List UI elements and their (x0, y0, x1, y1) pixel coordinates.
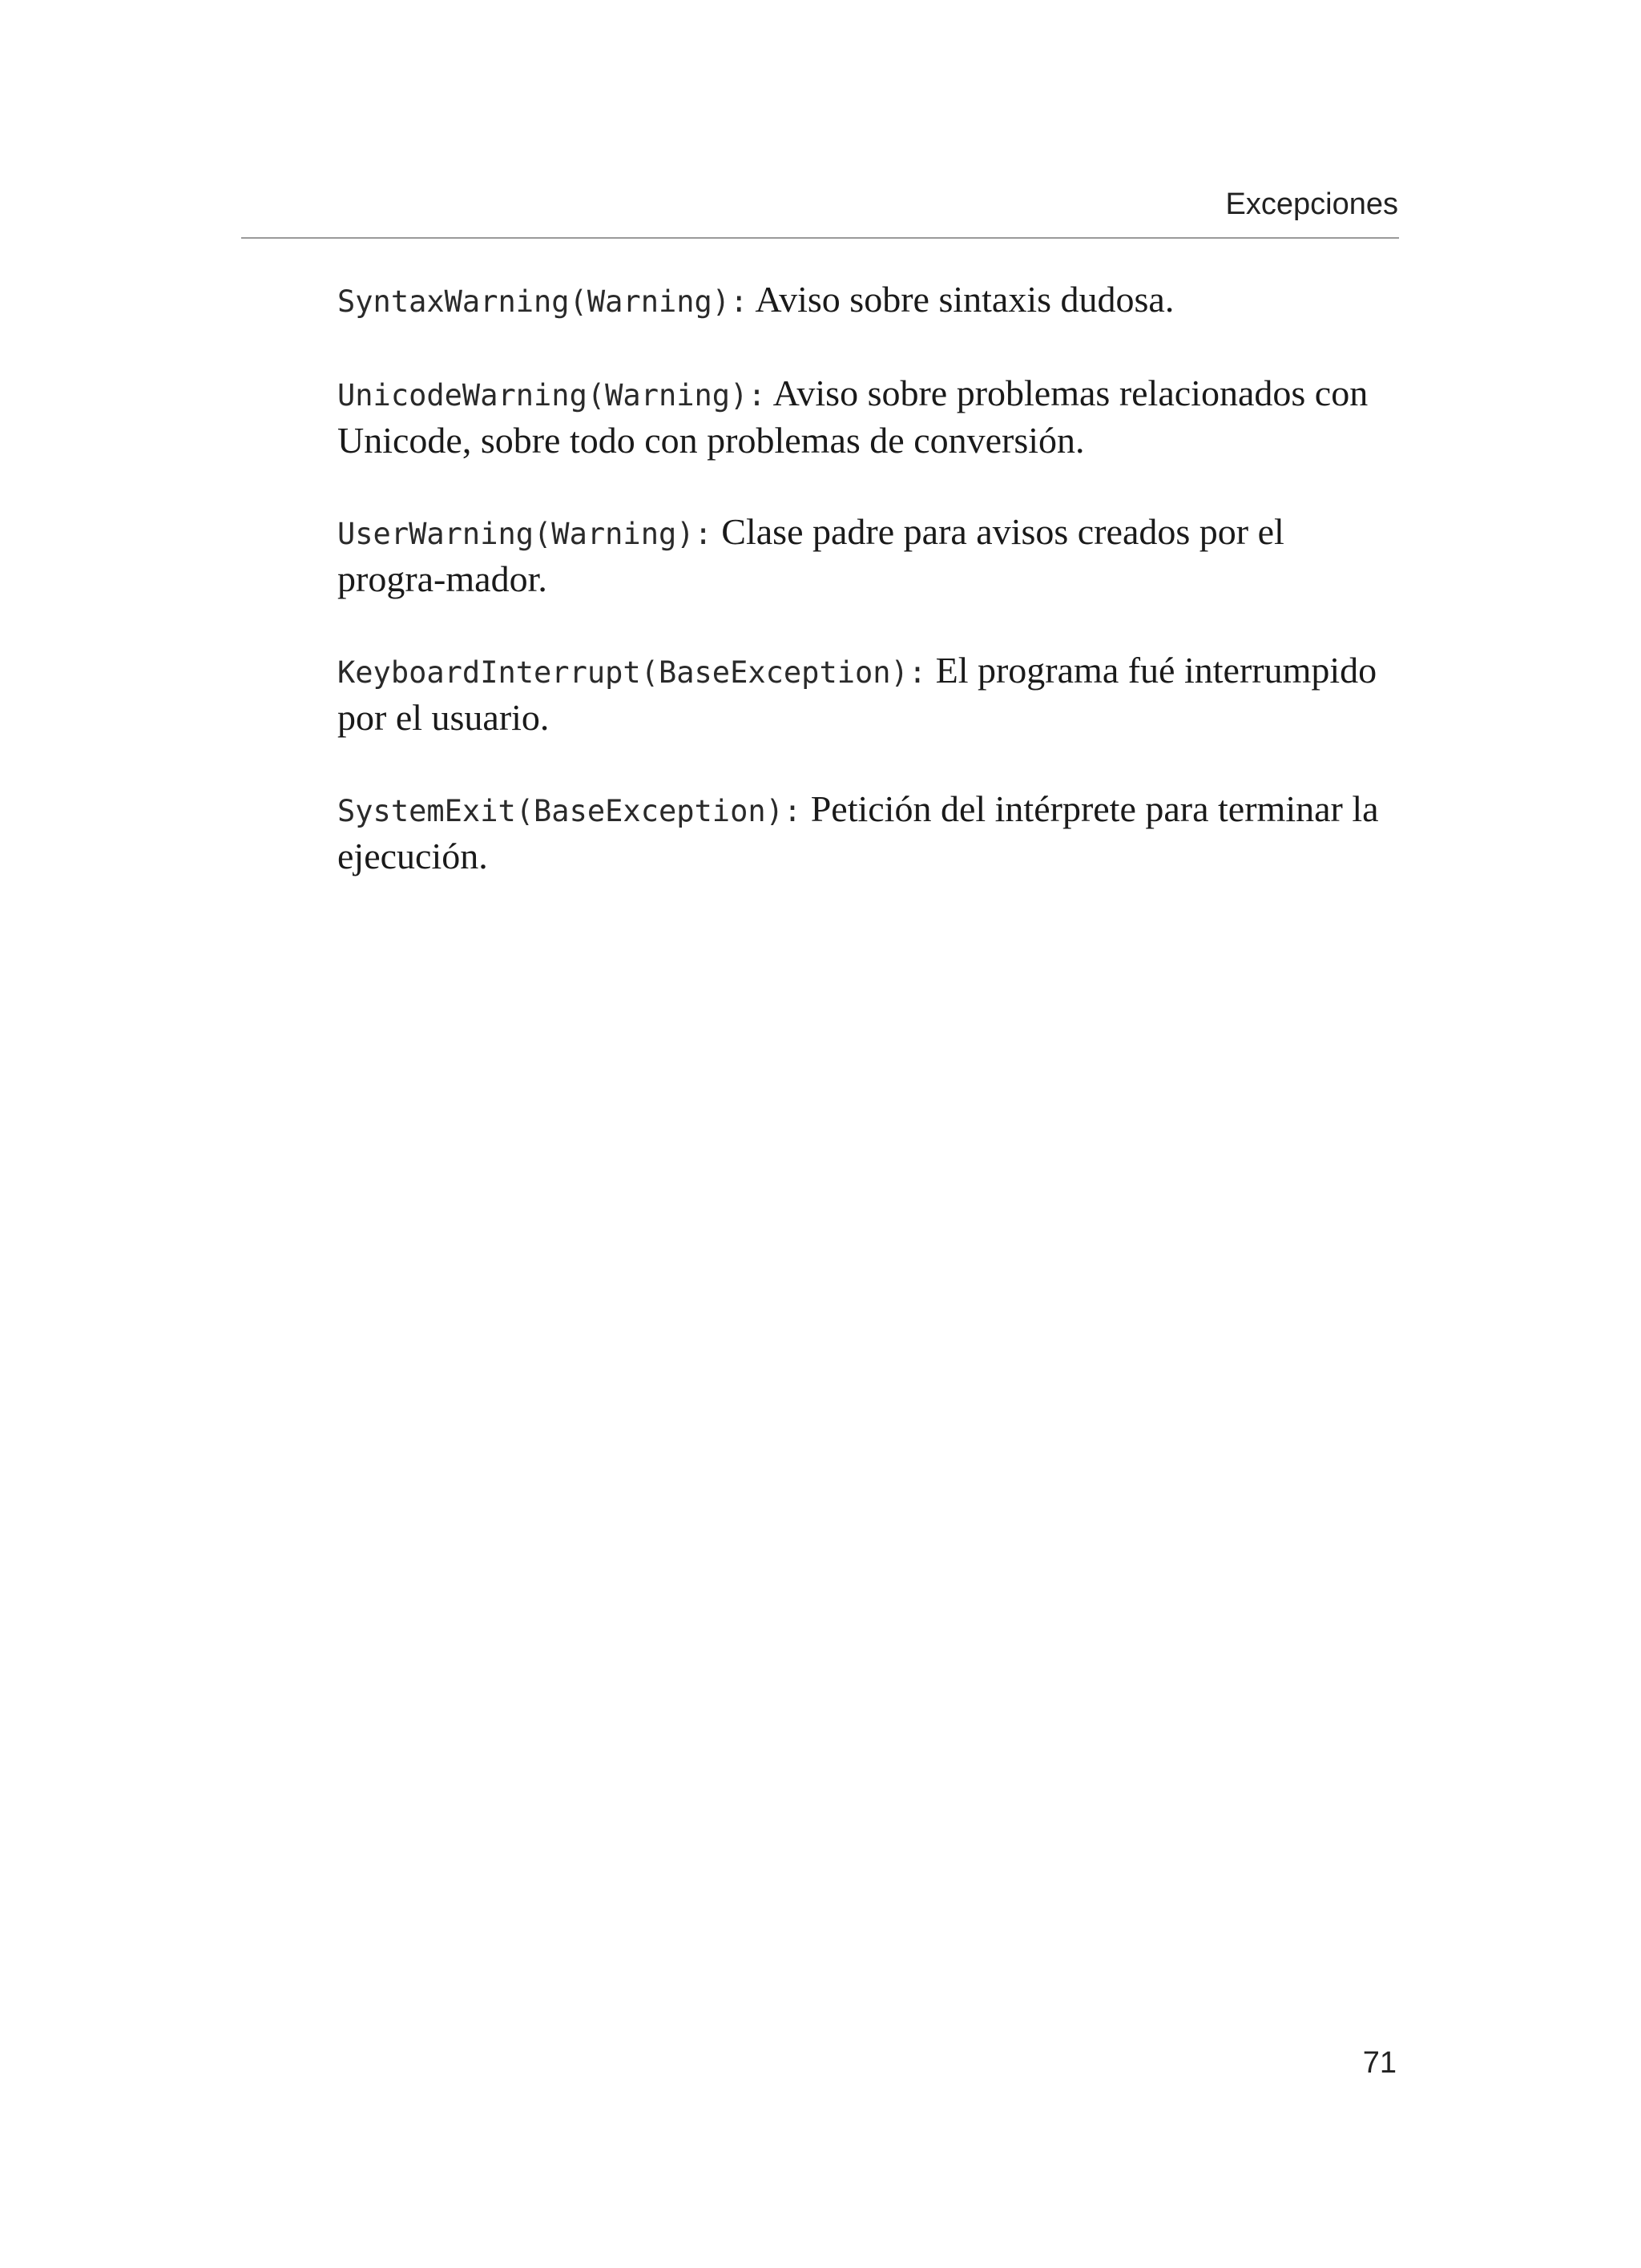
header-rule (241, 237, 1399, 239)
exception-entry-keyboard-interrupt (337, 648, 1379, 740)
exception-entry-user-warning (337, 510, 1379, 602)
exception-name: SyntaxWarning(Warning): (337, 284, 748, 319)
exception-description: Clase padre para avisos creados por el progra-mador. (337, 511, 1284, 599)
exception-entry-syntax-warning (337, 277, 1379, 324)
exception-entry-system-exit (337, 787, 1379, 879)
page-number: 71 (1362, 2046, 1397, 2080)
exception-description: Petición del intérprete para terminar la ejecución. (337, 788, 1379, 876)
exception-description: El programa fué interrumpido por el usuario. (337, 650, 1377, 738)
exception-name: UserWarning(Warning): (337, 517, 712, 551)
exception-name: UnicodeWarning(Warning): (337, 378, 766, 413)
exception-entry-unicode-warning (337, 371, 1379, 463)
exception-description: Aviso sobre problemas relacionados con Unicode, sobre todo con problemas de conversión. (337, 373, 1369, 461)
page-body (337, 277, 1379, 925)
exception-name: KeyboardInterrupt(BaseException): (337, 655, 927, 690)
exception-name: SystemExit(BaseException): (337, 794, 802, 828)
running-header: Excepciones (1225, 187, 1398, 221)
exception-description: Aviso sobre sintaxis dudosa. (748, 279, 1175, 320)
